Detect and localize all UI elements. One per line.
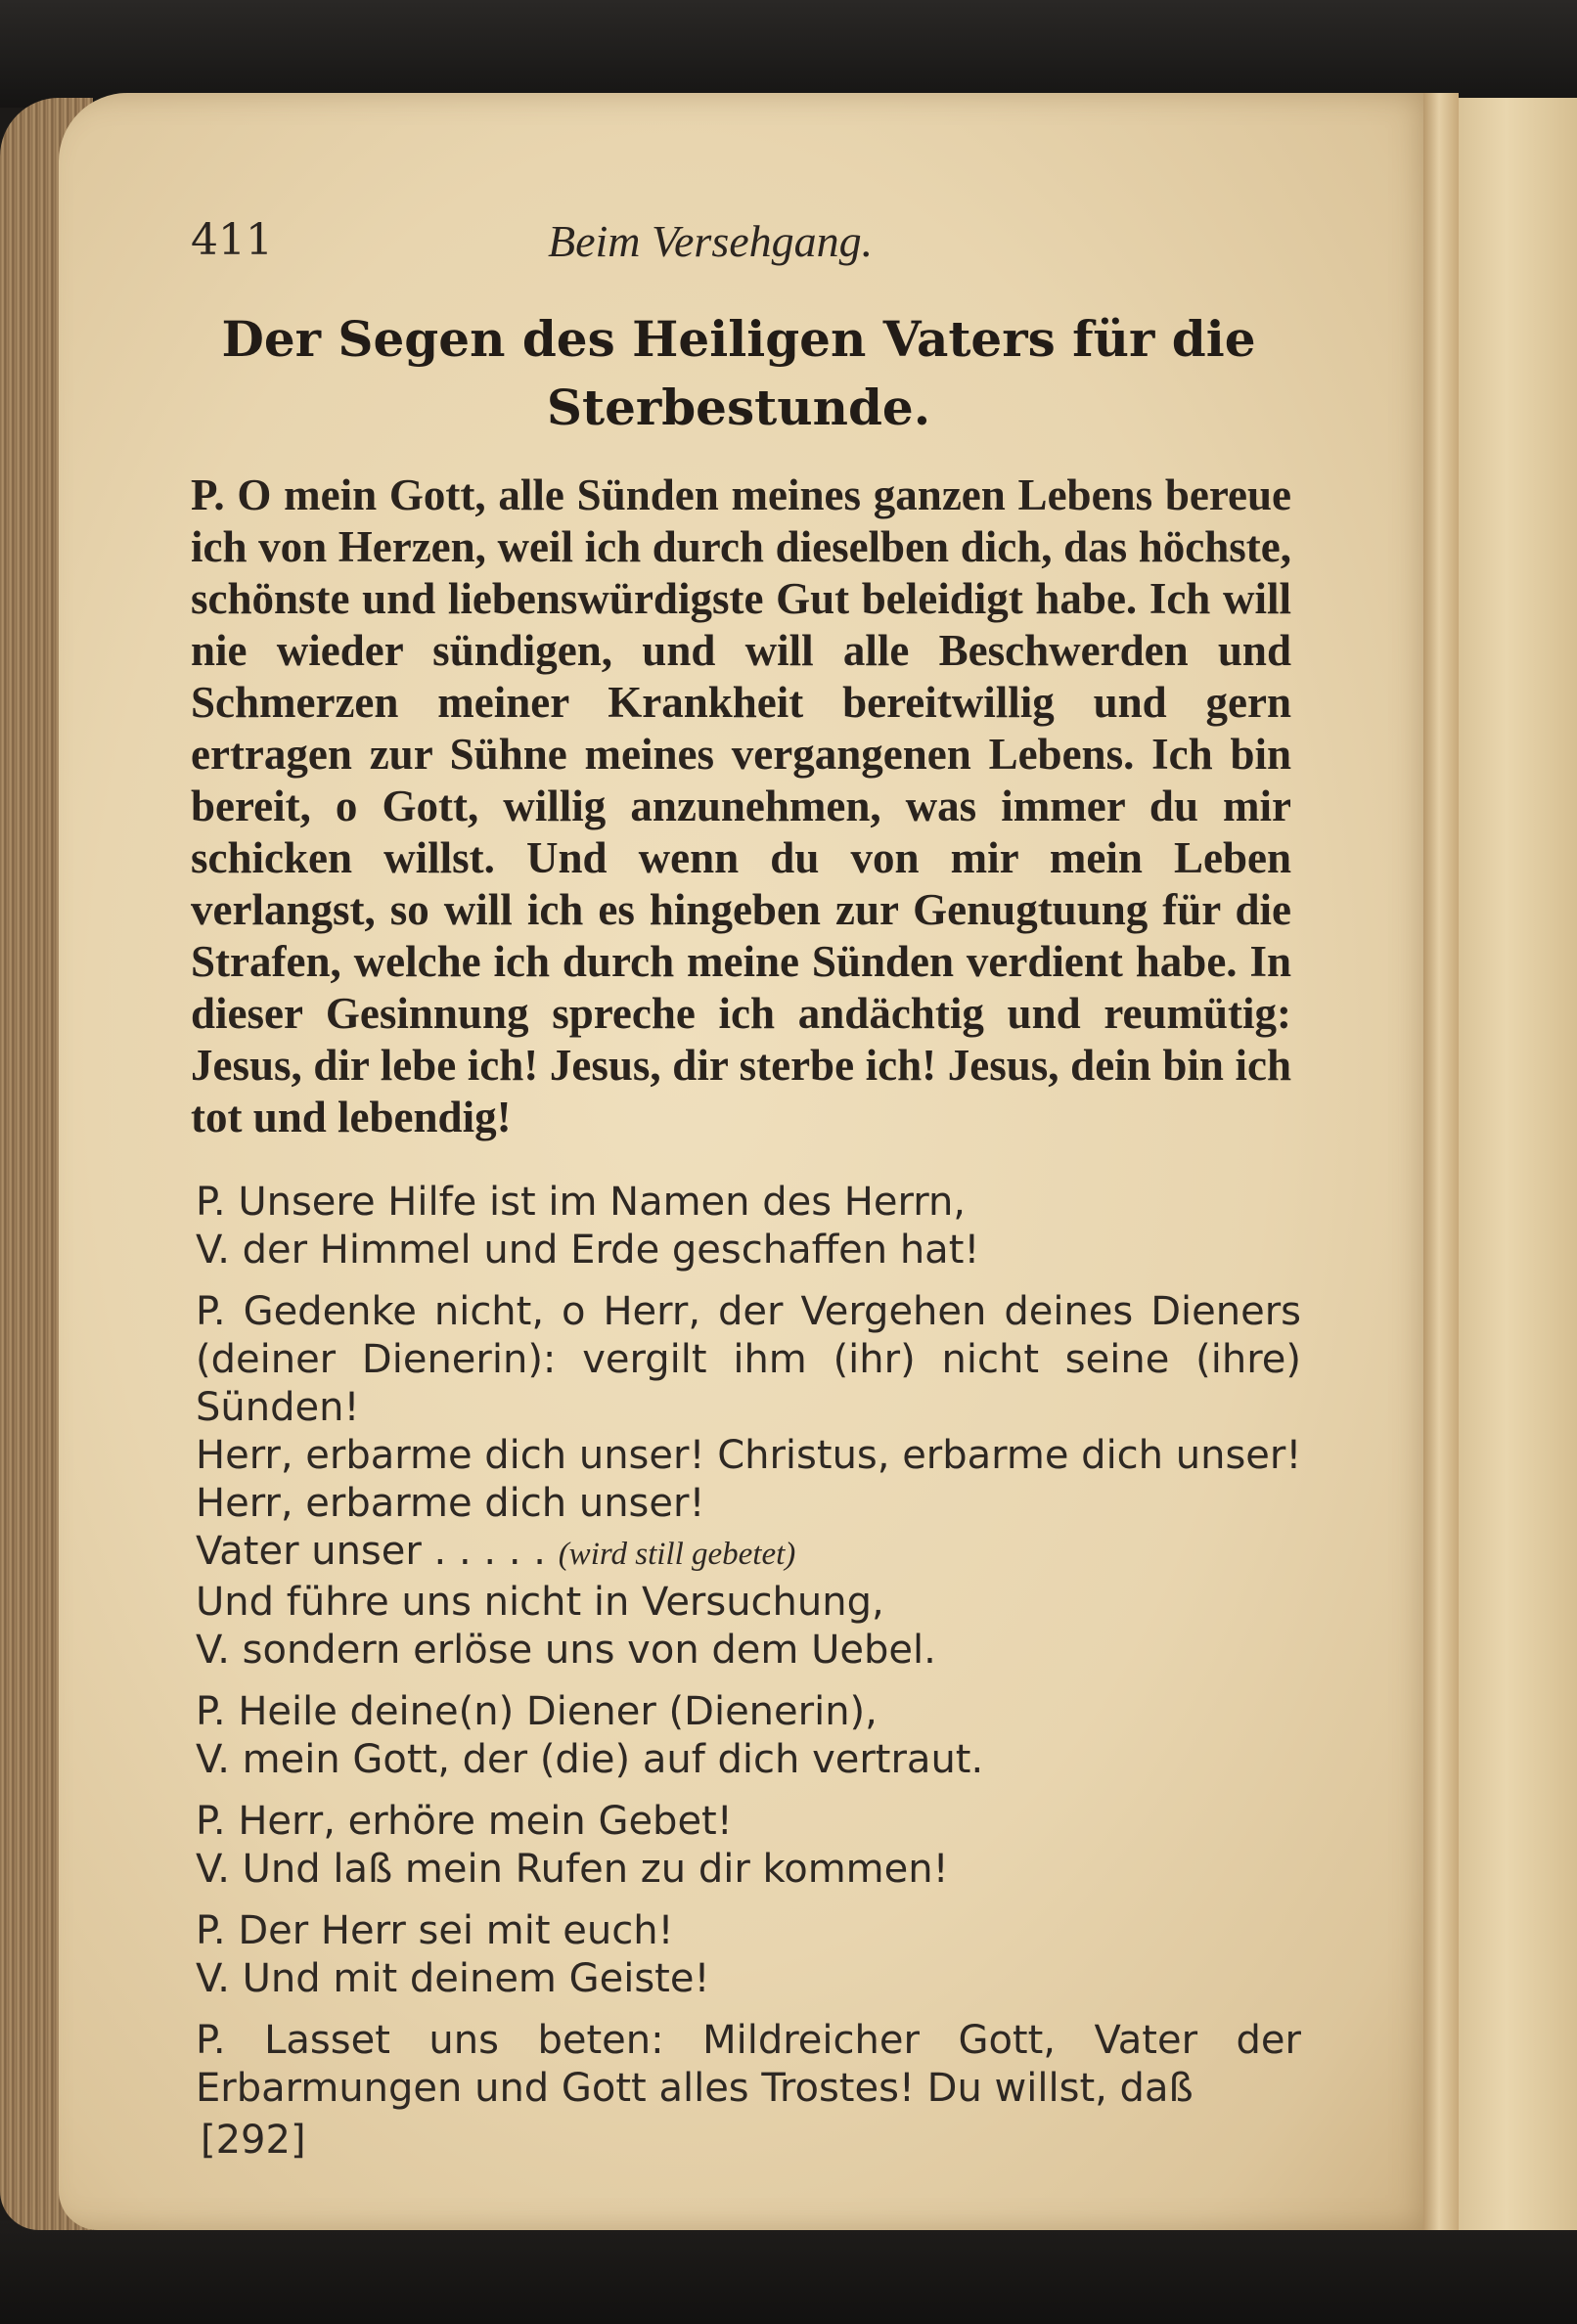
litany-line: P. Der Herr sei mit euch! bbox=[196, 1908, 674, 1953]
section-heading bbox=[191, 305, 1286, 442]
book-gutter bbox=[1423, 93, 1459, 2230]
litany-block bbox=[196, 1179, 1301, 2113]
heading-line-1: Der Segen des Heiligen Vaters für die bbox=[221, 310, 1256, 368]
litany-text: Vater unser . . . . . bbox=[196, 1529, 546, 1574]
litany-line: P. Unsere Hilfe ist im Namen des Herrn, bbox=[196, 1180, 967, 1225]
litany-line bbox=[196, 1528, 1301, 1579]
litany-line: V. der Himmel und Erde geschaffen hat! bbox=[196, 1228, 980, 1273]
page-header bbox=[191, 215, 954, 284]
background-bottom bbox=[0, 2220, 1577, 2324]
litany-line: V. Und mit deinem Geiste! bbox=[196, 1956, 710, 2001]
litany-line: Und führe uns nicht in Versuchung, bbox=[196, 1580, 884, 1625]
litany-note: (wird still gebetet) bbox=[558, 1537, 796, 1572]
litany-line: P. Herr, erhöre mein Gebet! bbox=[196, 1799, 733, 1844]
heading-line-2: Sterbestunde. bbox=[546, 379, 931, 436]
litany-line: P. Lasset uns beten: Mildreicher Gott, Vater der Erbarmungen und Gott alles Trostes! Du willst, daß bbox=[196, 2018, 1301, 2111]
litany-line: P. Gedenke nicht, o Herr, der Vergehen deines Dieners (deiner Dienerin): vergilt ihm (ihr) nicht seine (ihre) Sünden! bbox=[196, 1289, 1301, 1430]
page-number: 411 bbox=[191, 215, 273, 265]
litany-line: Herr, erbarme dich unser! Christus, erbarme dich unser! bbox=[196, 1433, 1302, 1478]
litany-line: Herr, erbarme dich unser! bbox=[196, 1481, 705, 1526]
running-title: Beim Versehgang. bbox=[548, 216, 874, 266]
litany-line: V. mein Gott, der (die) auf dich vertraut. bbox=[196, 1737, 984, 1782]
signature-mark: [292] bbox=[201, 2118, 306, 2163]
litany-line: V. Und laß mein Rufen zu dir kommen! bbox=[196, 1847, 949, 1892]
litany-line: V. sondern erlöse uns von dem Uebel. bbox=[196, 1628, 936, 1673]
prayer-paragraph: P. O mein Gott, alle Sünden meines ganzen Lebens bereue ich von Herzen, weil ich durch dieselben dich, das höchste, schönste und liebenswürdigste Gut beleidigt habe. Ich will nie wieder sündigen, und will alle Beschwerden und Schmerzen meiner Krankheit bereitwillig und gern ertragen zur Sühne meines vergangenen Lebens. Ich bin bereit, o Gott, willig anzunehmen, was immer du mir schicken willst. Und wenn du von mir mein Leben verlangst, so will ich es hingeben zur Genugtuung für die Strafen, welche ich durch meine Sünden verdient habe. In dieser Gesinnung spreche ich andächtig und reumütig: Jesus, dir lebe ich! Jesus, dir sterbe ich! Jesus, dein bin ich tot und lebendig! bbox=[191, 470, 1291, 1141]
background-top bbox=[0, 0, 1577, 108]
facing-page bbox=[1459, 98, 1577, 2230]
litany-line: P. Heile deine(n) Diener (Dienerin), bbox=[196, 1689, 878, 1734]
